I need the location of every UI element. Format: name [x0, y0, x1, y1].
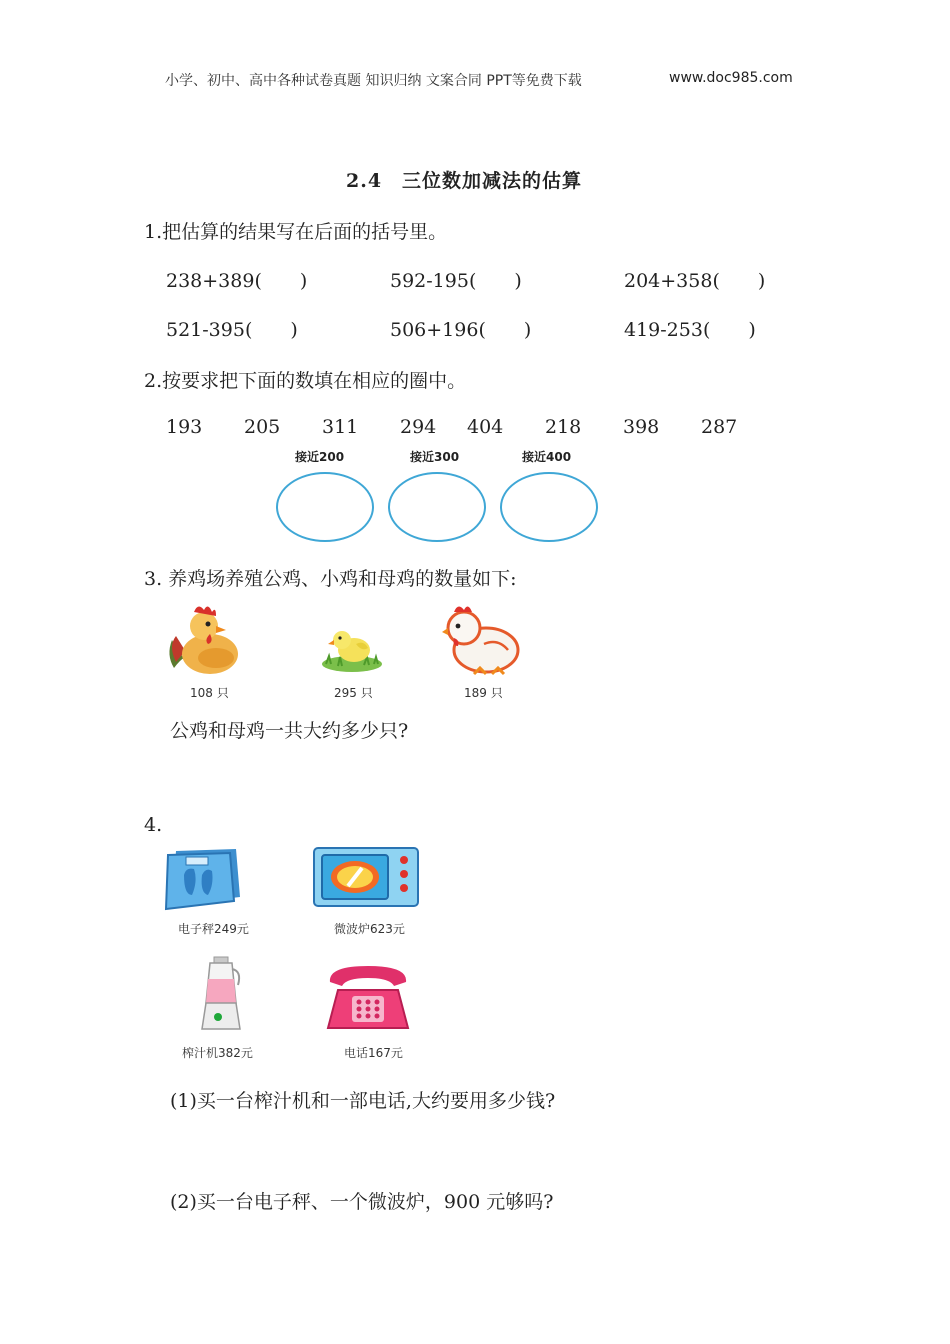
q2-number: 404 — [467, 416, 504, 438]
q1-item: 521-395( ) — [166, 319, 298, 341]
q2-number: 193 — [166, 416, 203, 438]
answer-ring-400[interactable] — [500, 472, 598, 542]
q1-item: 419-253( ) — [624, 319, 756, 341]
site-banner: 小学、初中、高中各种试卷真题 知识归纳 文案合同 PPT等免费下载 — [165, 73, 582, 89]
q1-item: 506+196( ) — [390, 319, 532, 341]
animal-caption: 295 只 — [334, 686, 373, 700]
telephone-icon — [324, 960, 412, 1032]
q2-number: 205 — [244, 416, 281, 438]
q4-label: 4. — [144, 814, 163, 836]
q3-prompt: 3. 养鸡场养殖公鸡、小鸡和母鸡的数量如下: — [144, 568, 517, 590]
scale-icon — [162, 845, 244, 911]
site-url: www.doc985.com — [669, 70, 793, 86]
q1-item: 204+358( ) — [624, 270, 766, 292]
ring-label: 接近300 — [410, 450, 460, 464]
q4-subquestion-2: (2)买一台电子秤、一个微波炉，900 元够吗? — [170, 1191, 554, 1213]
q3-question: 公鸡和母鸡一共大约多少只? — [170, 720, 409, 742]
answer-ring-200[interactable] — [276, 472, 374, 542]
product-caption: 榨汁机382元 — [182, 1046, 253, 1060]
q2-number: 294 — [400, 416, 437, 438]
product-caption: 电子秤249元 — [178, 922, 249, 936]
juicer-icon — [198, 955, 244, 1033]
product-caption: 电话167元 — [344, 1046, 403, 1060]
hen-icon — [440, 600, 524, 680]
q1-item: 238+389( ) — [166, 270, 308, 292]
chick-icon — [316, 618, 388, 674]
q2-number: 398 — [623, 416, 660, 438]
ring-label: 接近200 — [295, 450, 345, 464]
q2-number: 287 — [701, 416, 738, 438]
q2-prompt: 2.按要求把下面的数填在相应的圈中。 — [144, 370, 467, 392]
page-title: 2.4 三位数加减法的估算 — [346, 170, 583, 192]
ring-label: 接近400 — [522, 450, 572, 464]
rooster-icon — [164, 600, 242, 678]
animal-caption: 108 只 — [190, 686, 229, 700]
q1-item: 592-195( ) — [390, 270, 522, 292]
microwave-icon — [312, 846, 420, 910]
q2-number: 311 — [322, 416, 359, 438]
answer-ring-300[interactable] — [388, 472, 486, 542]
q4-subquestion-1: (1)买一台榨汁机和一部电话,大约要用多少钱? — [170, 1090, 556, 1112]
product-caption: 微波炉623元 — [334, 922, 405, 936]
q1-prompt: 1.把估算的结果写在后面的括号里。 — [144, 221, 448, 243]
q2-number: 218 — [545, 416, 582, 438]
animal-caption: 189 只 — [464, 686, 503, 700]
